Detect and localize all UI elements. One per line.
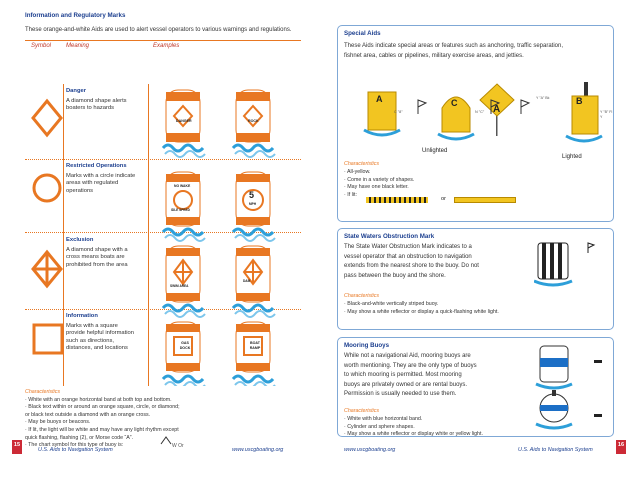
special-small-label: N "C" [475,110,485,114]
lighted-label: Lighted [562,154,582,160]
rock-buoy [233,90,275,157]
text-line: fishnet area, cables or pipelines, military exercise areas, and jetties. [344,52,524,59]
swim-area-buoy [163,246,205,317]
information-square-icon [31,322,65,358]
information-desc: Marks with a square provide helpful information such as directions, distances, and locations [66,322,134,351]
danger-buoy-label: DANGER [176,119,192,123]
text-line: Permission is usually needed to use them. [344,391,457,398]
table-header [25,40,301,50]
characteristics-title: Characteristics [344,161,380,167]
mooring-title: Mooring Buoys [344,342,390,349]
text-line: pass between the buoy and the shore. [344,272,446,279]
mooring-characteristics [344,408,483,439]
obstruction-title: State Waters Obstruction Mark [344,233,435,240]
obstruction-panel [337,228,614,330]
page-number-left: 15 [12,440,22,454]
characteristic-line: · Black-and-white vertically striped buoy. [344,300,439,307]
characteristic-line: · May be buoys or beacons. [25,419,91,426]
characteristic-line: · The chart symbol for this type of buoy is: [25,442,124,449]
characteristic-line: · If lit, the light will be white and may have any light rhythm except [25,426,179,433]
danger-meaning [66,88,136,113]
exclusion-desc: A diamond shape with a cross means boats are prohibited from the area [66,246,128,268]
idle-speed-label: IDLE SPEED [171,208,190,212]
column-examples: Examples [153,43,180,49]
text-line: These Aids indicate special areas or features such as anchoring, traffic separation, [344,43,564,49]
characteristic-line: · Cylinder and sphere shapes. [344,423,415,430]
swim-area-label: SWIM AREA [170,284,189,288]
danger-diamond-icon [31,98,65,138]
rock-buoy-label: ROCK [248,119,259,123]
column-meaning: Meaning [66,43,90,49]
table-divider [148,84,149,386]
footer-right-title: U.S. Aids to Navigation System [518,447,593,453]
characteristics-title: Characteristics [344,293,380,299]
danger-title: Danger [66,88,86,94]
special-aids-title: Special Aids [344,30,381,37]
special-small-label: C "8" [394,110,403,114]
special-letter-b: B [576,96,583,106]
section-title: Information and Regulatory Marks [25,12,126,19]
speed-unit: MPH [249,202,257,206]
characteristic-line: · Come in a variety of shapes. [344,176,415,183]
obstruction-text [344,243,479,281]
characteristic-line: · All-yellow. [344,168,371,175]
dam-buoy [233,246,275,317]
column-symbol: Symbol [31,43,52,49]
chart-symbol-label: W Or [172,443,184,449]
special-letter-a-daymark: A [493,104,501,115]
restricted-title: Restricted Operations [66,163,127,169]
mooring-buoys [534,344,604,434]
information-regulatory-section [25,12,301,50]
boat-ramp-buoy [233,322,275,386]
text-line: buoys are privately owned or are rental buoys. [344,381,468,388]
special-small-label: Y "A" Bk [536,96,550,100]
characteristics-title: Characteristics [25,389,61,395]
boat-ramp-label: BOAT RAMP [249,341,261,350]
characteristic-line: or black text outside a diamond with an orange cross. [25,411,151,418]
obstruction-buoy [534,241,604,289]
gas-dock-buoy [163,322,205,386]
text-line: vessel operator that an obstruction to navigation [344,253,472,260]
characteristic-line: · Black text within or around an orange square, circle, or diamond; [25,404,180,411]
danger-buoy [163,90,205,157]
special-aids-panel [337,25,614,222]
speed-number: 5 [249,190,255,200]
text-line: While not a navigational Aid, mooring buoys are [344,353,471,359]
characteristic-line: · May have one black letter. [344,184,409,191]
characteristic-line: · May show a white reflector or display a quick-flashing white light. [344,308,499,315]
no-wake-label: NO WAKE [174,184,191,188]
restricted-desc: Marks with a circle indicate areas with regulated operations [66,172,136,194]
characteristic-line: quick flashing, flashing (2), or Morse code “A”. [25,434,134,441]
information-meaning [66,313,136,353]
special-aids-text [344,42,563,61]
light-rhythm-bar [366,197,428,203]
footer-right-url[interactable]: www.uscgboating.org [344,447,396,453]
gas-dock-label: GAS DOCK [179,341,191,350]
exclusion-title: Exclusion [66,237,94,243]
left-characteristics [25,389,275,450]
characteristic-line: · If lit: [344,192,357,199]
section-intro: These orange-and-white Aids are used to alert vessel operators to various warnings and regulations. [25,27,292,33]
special-characteristics [344,161,414,200]
characteristic-line: · May show a white reflector or display white or yellow light. [344,431,483,438]
information-title: Information [66,313,98,319]
exclusion-meaning [66,237,136,269]
restricted-circle-icon [31,172,65,206]
footer-left-title: U.S. Aids to Navigation System [38,447,113,453]
speed-limit-buoy [233,172,275,241]
no-wake-buoy [163,172,205,241]
characteristics-title: Characteristics [344,408,380,414]
special-small-label: Y "B" Fl Y [600,110,613,119]
special-letter-c: C [451,98,458,108]
or-label: or [441,196,446,202]
footer-left-url[interactable]: www.uscgboating.org [232,447,284,453]
special-letter-a: A [376,94,383,104]
obstruction-characteristics [344,293,499,316]
text-line: to which mooring is permitted. Most mooring [344,372,462,379]
mooring-panel [337,337,614,437]
footer-waves [0,452,638,493]
restricted-meaning [66,163,136,195]
mooring-text [344,352,477,400]
characteristic-line: · White with blue horizontal band. [344,415,423,422]
unlighted-label: Unlighted [422,148,448,154]
text-line: extends from the nearest shore to the buoy. Do not [344,263,479,270]
danger-desc: A diamond shape alerts boaters to hazards [66,97,127,111]
text-line: worth mentioning. They are the only type of buoys [344,362,477,369]
page-number-right: 16 [616,440,626,454]
exclusion-diamond-cross-icon [31,249,65,289]
light-fixed-bar [454,197,516,203]
dam-label: DAM [243,279,251,283]
text-line: The State Water Obstruction Mark indicates to a [344,244,472,250]
characteristic-line: · White with an orange horizontal band at both top and bottom. [25,396,172,403]
